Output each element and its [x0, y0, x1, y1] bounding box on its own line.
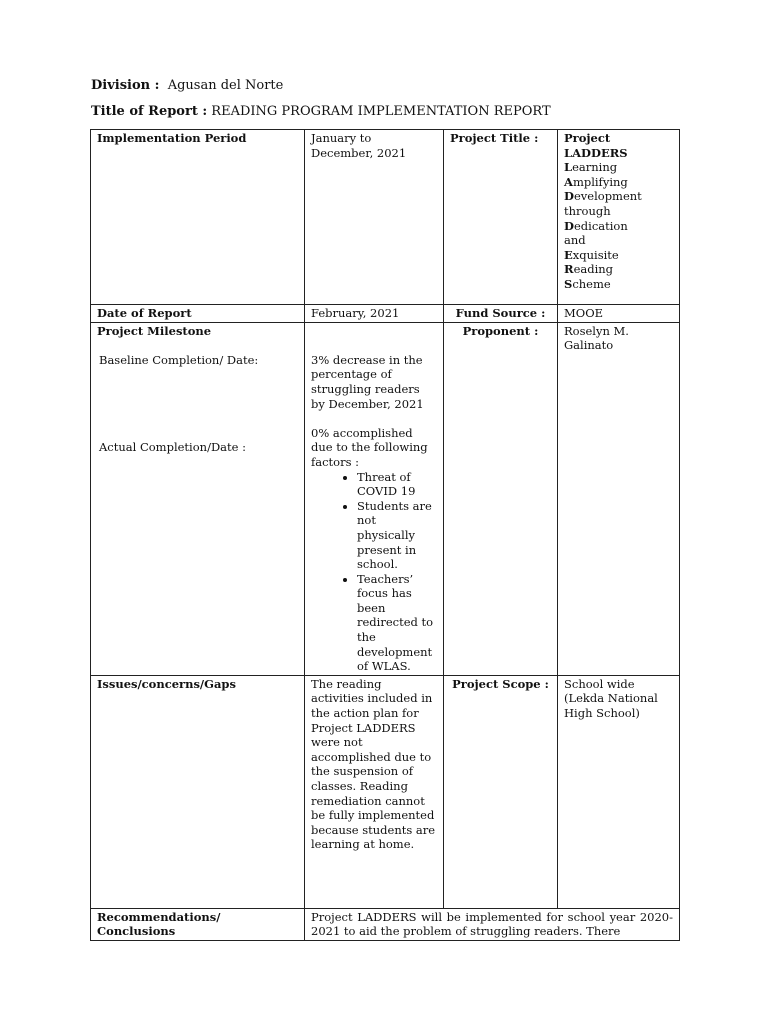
actual-completion-label: Actual Completion/Date :	[99, 440, 246, 455]
division-label: Division :	[91, 78, 160, 93]
acronym-initial: R	[564, 262, 574, 277]
baseline-completion-label: Baseline Completion/ Date:	[99, 352, 259, 367]
acronym-rest: through	[564, 203, 611, 218]
acronym-initial: E	[564, 247, 573, 262]
recommendations-value: Project LADDERS will be implemented for school year 2020-2021 to aid the problem of struggling readers. There	[305, 908, 680, 940]
proponent-value: Roselyn M. Galinato	[558, 322, 680, 675]
acronym-word	[564, 233, 673, 248]
report-title-line	[91, 104, 551, 120]
acronym-rest: cheme	[572, 276, 611, 291]
project-title-value	[558, 130, 680, 305]
milestone-row	[91, 322, 680, 675]
factor-item: • Students are not physically present in school.	[357, 499, 437, 572]
project-scope-value: School wide (Lekda National High School)	[558, 675, 680, 908]
factor-item: • Teachers’ focus has been redirected to the development of WLAS.	[357, 572, 437, 674]
milestone-label-cell	[91, 322, 305, 675]
date-of-report-row	[91, 305, 680, 323]
recommendations-label-cell	[91, 908, 305, 940]
report-title-label: Title of Report :	[91, 104, 208, 119]
acronym-initial: S	[564, 276, 573, 291]
project-title-label: Project Title :	[444, 130, 558, 305]
report-table	[90, 129, 680, 941]
acronym-word	[564, 277, 673, 292]
acronym-word	[564, 219, 673, 234]
fund-source-value: MOOE	[558, 305, 680, 323]
recommendations-label-line1: Recommendations/	[97, 909, 221, 924]
implementation-period-line2: December, 2021	[311, 145, 407, 160]
milestone-label: Project Milestone	[97, 323, 212, 338]
acronym-initial: A	[564, 174, 573, 189]
factors-list	[311, 470, 437, 674]
division-value: Agusan del Norte	[167, 78, 284, 93]
acronym-word	[564, 160, 673, 175]
fund-source-label: Fund Source :	[444, 305, 558, 323]
issues-label: Issues/concerns/Gaps	[91, 675, 305, 908]
implementation-period-value	[305, 130, 444, 305]
acronym-rest: mplifying	[572, 174, 628, 189]
actual-completion-value: 0% accomplished due to the following factors :	[311, 425, 428, 469]
division-line	[91, 78, 283, 94]
acronym-rest: eading	[573, 262, 614, 277]
acronym-initial: D	[564, 218, 574, 233]
project-scope-label: Project Scope :	[444, 675, 558, 908]
recommendations-row	[91, 908, 680, 940]
acronym-word	[564, 175, 673, 190]
implementation-row	[91, 130, 680, 305]
issues-row	[91, 675, 680, 908]
date-of-report-label: Date of Report	[91, 305, 305, 323]
date-of-report-value: February, 2021	[305, 305, 444, 323]
acronym-rest: xquisite	[572, 247, 619, 262]
baseline-completion-value: 3% decrease in the percentage of struggling readers by December, 2021	[311, 352, 424, 411]
implementation-period-label: Implementation Period	[91, 130, 305, 305]
project-title-line2: LADDERS	[564, 145, 628, 160]
acronym-word	[564, 189, 673, 204]
acronym-word	[564, 262, 673, 277]
proponent-label: Proponent :	[444, 322, 558, 675]
implementation-period-line1: January to	[311, 131, 372, 145]
milestone-value-cell	[305, 322, 444, 675]
report-title-value: READING PROGRAM IMPLEMENTATION REPORT	[211, 104, 551, 119]
acronym-list	[564, 160, 673, 291]
factor-item: • Threat of COVID 19	[357, 470, 437, 499]
acronym-rest: earning	[572, 160, 618, 175]
acronym-rest: evelopment	[573, 189, 642, 204]
acronym-word	[564, 248, 673, 263]
acronym-word	[564, 204, 673, 219]
issues-value: The reading activities included in the action plan for Project LADDERS were not accomplished due to the suspension of classes. Reading remediation cannot be fully implemented because students are learning at home.	[305, 675, 444, 908]
acronym-initial: L	[564, 160, 573, 175]
acronym-rest: edication	[573, 218, 628, 233]
acronym-rest: and	[564, 233, 586, 248]
project-title-line1: Project	[564, 131, 611, 145]
recommendations-label-line2: Conclusions	[97, 924, 176, 939]
acronym-initial: D	[564, 189, 574, 204]
